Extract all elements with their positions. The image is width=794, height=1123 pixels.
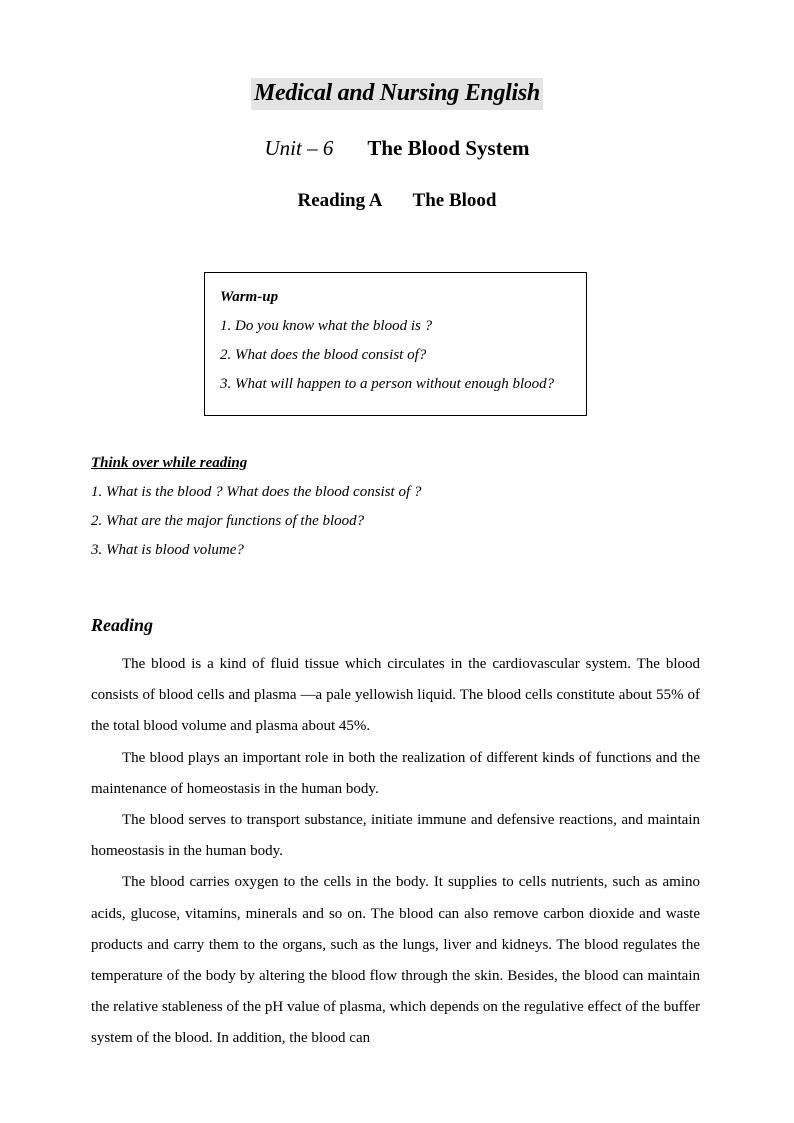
reading-paragraph: The blood is a kind of fluid tissue which circulates in the cardiovascular system. The blood consists of blood cells and plasma —a pale yellowish liquid. The blood cells constitute about 55% of the total blood volume and plasma about 45%. xyxy=(91,656,700,735)
unit-label: Unit – 6 xyxy=(264,136,334,160)
title-block xyxy=(0,78,794,110)
reading-title: The Blood xyxy=(412,190,497,211)
reading-paragraph: The blood plays an important role in both the realization of different kinds of functions and the maintenance of homeostasis in the human body. xyxy=(91,749,700,797)
warmup-heading: Warm-up xyxy=(220,289,279,305)
think-over-section xyxy=(91,455,421,571)
think-over-question: 3. What is blood volume? xyxy=(91,542,244,558)
warmup-question: 3. What will happen to a person without enough blood? xyxy=(220,376,555,392)
think-over-heading: Think over while reading xyxy=(91,455,248,471)
reading-subheading xyxy=(0,190,794,212)
reading-body xyxy=(91,649,700,1055)
warmup-question: 2. What does the blood consist of? xyxy=(220,347,427,363)
reading-paragraph: The blood carries oxygen to the cells in the body. It supplies to cells nutrients, such as amino acids, glucose, vitamins, minerals and so on. The blood can also remove carbon dioxide and waste products and carry them to the organs, such as the lungs, liver and kidneys. The blood regulates the temperature of the body by altering the blood flow through the skin. Besides, the blood can maintain the relative stableness of the pH value of plasma, which depends on the regulative effect of the buffer system of the blood. In addition, the blood can xyxy=(91,874,700,1047)
unit-title: The Blood System xyxy=(367,136,530,160)
unit-heading xyxy=(0,136,794,161)
think-over-question: 1. What is the blood ? What does the blood consist of ? xyxy=(91,484,422,500)
reading-heading: Reading xyxy=(91,615,154,635)
document-title: Medical and Nursing English xyxy=(251,78,543,110)
warmup-box xyxy=(204,272,587,416)
warmup-question: 1. Do you know what the blood is ? xyxy=(220,318,433,334)
reading-label: Reading A xyxy=(297,190,383,211)
think-over-question: 2. What are the major functions of the blood? xyxy=(91,513,365,529)
reading-paragraph: The blood serves to transport substance, initiate immune and defensive reactions, and maintain homeostasis in the human body. xyxy=(91,812,700,860)
